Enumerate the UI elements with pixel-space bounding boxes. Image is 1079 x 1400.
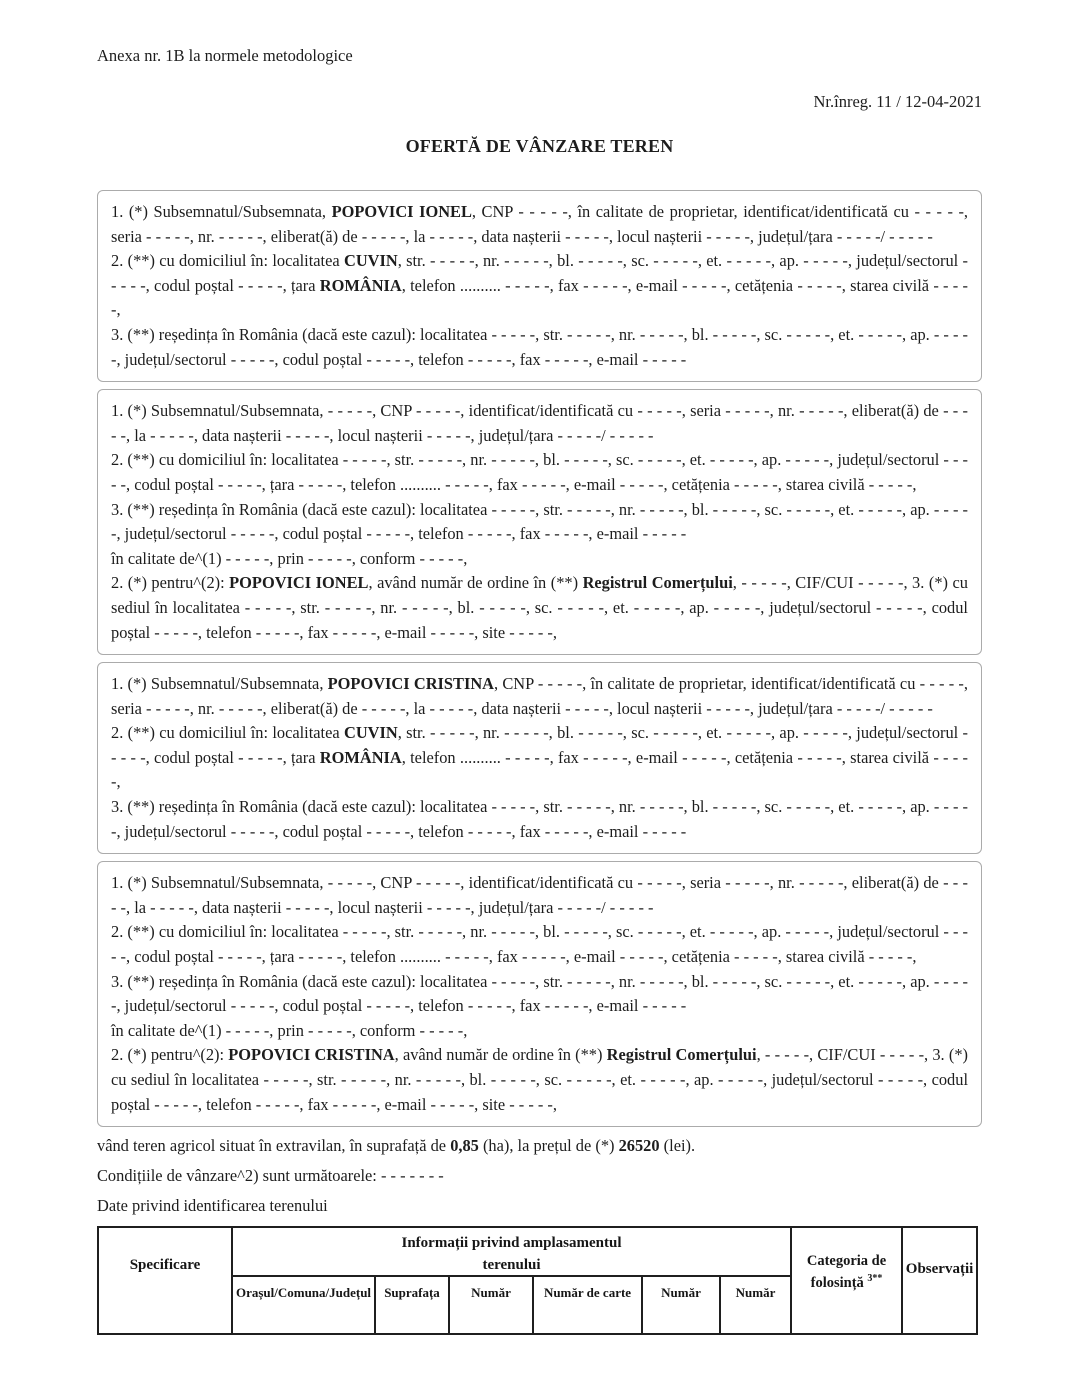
form-paragraph: 2. (**) cu domiciliul în: localitatea CUVIN, str. - - - - -, nr. - - - - -, bl. - - - - -, sc. - - - - -, et. - - - - -, ap. - - - - -, județul/sectorul - - - - -, codul poștal - - - - -, țara ROMÂNIA, telefon .......... - - - - -, fax - - - - -, e-mail - - - - -, cetățenia - - - - -, starea civilă - - - - -, xyxy=(111,723,968,792)
form-paragraph: 2. (**) cu domiciliul în: localitatea CUVIN, str. - - - - -, nr. - - - - -, bl. - - - - -, sc. - - - - -, et. - - - - -, ap. - - - - -, județul/sectorul - - - - -, codul poștal - - - - -, țara ROMÂNIA, telefon .......... - - - - -, fax - - - - -, e-mail - - - - -, cetățenia - - - - -, starea civilă - - - - -, xyxy=(111,251,968,320)
form-paragraph: 2. (*) pentru^(2): POPOVICI CRISTINA, având număr de ordine în (**) Registrul Comerțului, - - - - -, CIF/CUI - - - - -, 3. (*) cu sediul în localitatea - - - - -, str. - - - - -, nr. - - - - -, bl. - - - - -, sc. - - - - -, et. - - - - -, ap. - - - - -, județul/sectorul - - - - -, codul poștal - - - - -, telefon - - - - -, fax - - - - -, e-mail - - - - -, site - - - - -, xyxy=(111,1045,968,1114)
table-header-info-line1: Informații privind amplasamentul xyxy=(401,1235,622,1252)
form-paragraph: 1. (*) Subsemnatul/Subsemnata, - - - - -, CNP - - - - -, identificat/identificată cu - - - - -, seria - - - - -, nr. - - - - -, eliberat(ă) de - - - - -, la - - - - -, data nașterii - - - - -, locul nașterii - - - - -, județul/țara - - - - -/ - - - - - xyxy=(111,873,968,917)
page-title: OFERTĂ DE VÂNZARE TEREN xyxy=(405,136,674,156)
categoria-label: Categoria de folosință xyxy=(806,1253,887,1292)
form-paragraph: 3. (**) reședința în România (dacă este cazul): localitatea - - - - -, str. - - - - -, nr. - - - - -, bl. - - - - -, sc. - - - - -, et. - - - - -, ap. - - - - -, județul/sectorul - - - - -, codul poștal - - - - -, telefon - - - - -, fax - - - - -, e-mail - - - - - xyxy=(111,324,968,369)
table-subheader-locality: Orașul/Comuna/Județul xyxy=(232,1276,375,1334)
registration-number: Nr.înreg. 11 / 12-04-2021 xyxy=(813,92,982,111)
form-paragraph: 1. (*) Subsemnatul/Subsemnata, - - - - -, CNP - - - - -, identificat/identificată cu - - - - -, seria - - - - -, nr. - - - - -, eliberat(ă) de - - - - -, la - - - - -, data nașterii - - - - -, locul nașterii - - - - -, județul/țara - - - - -/ - - - - - xyxy=(111,401,968,445)
table-header-observatii: Observații xyxy=(902,1227,977,1334)
conditions-line: Condițiile de vânzare^2) sunt următoarele: - - - - - - - xyxy=(97,1166,444,1186)
seller-2-entity-box xyxy=(97,861,982,1127)
table-subheader-land-book-number: Număr de carte xyxy=(533,1276,642,1334)
land-identification-table xyxy=(97,1226,978,1335)
table-header-info xyxy=(232,1227,791,1276)
seller-1-box xyxy=(97,190,982,382)
form-paragraph: 2. (**) cu domiciliul în: localitatea - - - - -, str. - - - - -, nr. - - - - -, bl. - - - - -, sc. - - - - -, et. - - - - -, ap. - - - - -, județul/sectorul - - - - -, codul poștal - - - - -, țara - - - - -, telefon .......... - - - - -, fax - - - - -, e-mail - - - - -, cetățenia - - - - -, starea civilă - - - - -, xyxy=(111,922,968,967)
form-paragraph: 3. (**) reședința în România (dacă este cazul): localitatea - - - - -, str. - - - - -, nr. - - - - -, bl. - - - - -, sc. - - - - -, et. - - - - -, ap. - - - - -, județul/sectorul - - - - -, codul poștal - - - - -, telefon - - - - -, fax - - - - -, e-mail - - - - - xyxy=(111,797,968,841)
form-paragraph: în calitate de^(1) - - - - -, prin - - - - -, conform - - - - -, xyxy=(111,548,468,568)
seller-1-entity-box xyxy=(97,389,982,655)
table-subheader-number-3: Număr xyxy=(720,1276,791,1334)
table-header-categoria xyxy=(791,1227,902,1334)
form-paragraph: 1. (*) Subsemnatul/Subsemnata, POPOVICI CRISTINA, CNP - - - - -, în calitate de proprietar, identificat/identificată cu - - - - -, seria - - - - -, nr. - - - - -, eliberat(ă) de - - - - -, la - - - - -, data nașterii - - - - -, locul nașterii - - - - -, județul/țara - - - - -/ - - - - - xyxy=(111,674,968,718)
form-paragraph: 2. (**) cu domiciliul în: localitatea - - - - -, str. - - - - -, nr. - - - - -, bl. - - - - -, sc. - - - - -, et. - - - - -, ap. - - - - -, județul/sectorul - - - - -, codul poștal - - - - -, țara - - - - -, telefon .......... - - - - -, fax - - - - -, e-mail - - - - -, cetățenia - - - - -, starea civilă - - - - -, xyxy=(111,450,968,494)
seller-2-box xyxy=(97,662,982,854)
table-header-specificare: Specificare xyxy=(98,1227,232,1334)
form-paragraph: 1. (*) Subsemnatul/Subsemnata, POPOVICI IONEL, CNP - - - - -, în calitate de proprietar, identificat/identificată cu - - - - -, seria - - - - -, nr. - - - - -, eliberat(ă) de - - - - -, la - - - - -, data nașterii - - - - -, locul nașterii - - - - -, județul/țara - - - - -/ - - - - - xyxy=(111,202,968,246)
table-header-info-line2: terenului xyxy=(482,1257,541,1274)
form-paragraph: 2. (*) pentru^(2): POPOVICI IONEL, având număr de ordine în (**) Registrul Comerțului, - - - - -, CIF/CUI - - - - -, 3. (*) cu sediul în localitatea - - - - -, str. - - - - -, nr. - - - - -, bl. - - - - -, sc. - - - - -, et. - - - - -, ap. - - - - -, județul/sectorul - - - - -, codul poștal - - - - -, telefon - - - - -, fax - - - - -, e-mail - - - - -, site - - - - -, xyxy=(111,573,968,642)
form-paragraph: 3. (**) reședința în România (dacă este cazul): localitatea - - - - -, str. - - - - -, nr. - - - - -, bl. - - - - -, sc. - - - - -, et. - - - - -, ap. - - - - -, județul/sectorul - - - - -, codul poștal - - - - -, telefon - - - - -, fax - - - - -, e-mail - - - - - xyxy=(111,971,968,1016)
table-subheader-number-1: Număr xyxy=(449,1276,533,1334)
annex-note: Anexa nr. 1B la normele metodologice xyxy=(97,46,353,65)
form-paragraph: în calitate de^(1) - - - - -, prin - - - - -, conform - - - - -, xyxy=(111,1020,468,1040)
table-subheader-number-2: Număr xyxy=(642,1276,720,1334)
categoria-superscript: 3** xyxy=(867,1273,883,1285)
table-subheader-area: Suprafața xyxy=(375,1276,449,1334)
land-table-clip xyxy=(97,1226,982,1301)
form-paragraph: 3. (**) reședința în România (dacă este cazul): localitatea - - - - -, str. - - - - -, nr. - - - - -, bl. - - - - -, sc. - - - - -, et. - - - - -, ap. - - - - -, județul/sectorul - - - - -, codul poștal - - - - -, telefon - - - - -, fax - - - - -, e-mail - - - - - xyxy=(111,499,968,544)
land-id-heading: Date privind identificarea terenului xyxy=(97,1196,328,1216)
sale-summary-line: vând teren agricol situat în extravilan, în suprafață de 0,85 (ha), la prețul de (*) 26520 (lei). xyxy=(97,1136,696,1156)
